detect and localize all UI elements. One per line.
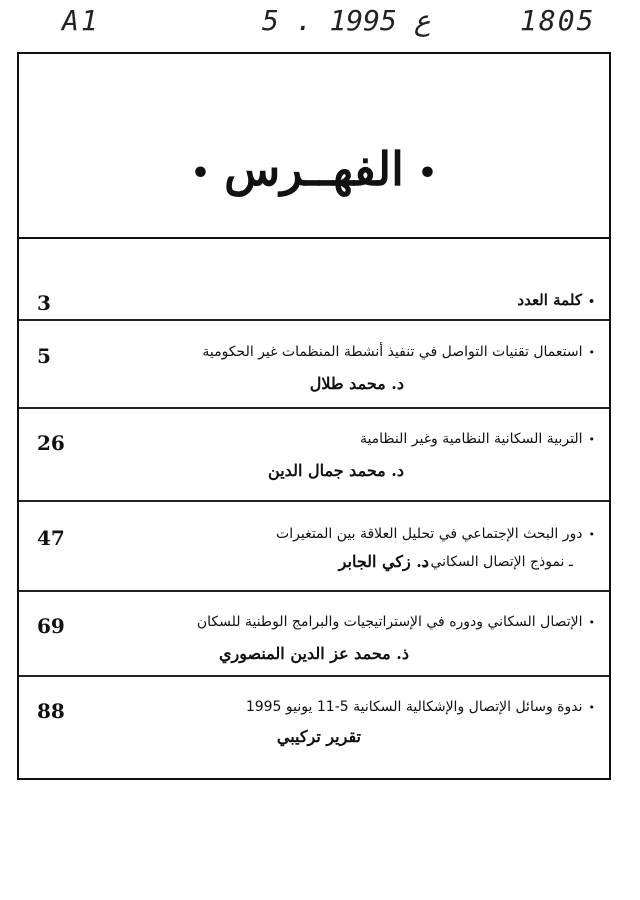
handwritten-date: 5 . ع 1995 xyxy=(262,4,431,37)
title-text: الفهــرس xyxy=(224,142,404,196)
handwritten-code: A1 xyxy=(62,4,100,37)
page-number: 88 xyxy=(37,699,65,723)
entry-title: •التربية السكانية النظامية وغير النظامية xyxy=(359,431,595,447)
page-number: 26 xyxy=(37,431,65,455)
page-number: 5 xyxy=(37,344,51,368)
entry-author: د. زكي الجابر xyxy=(338,552,429,571)
title-dot-right: • xyxy=(417,155,438,191)
page-number: 69 xyxy=(37,614,65,638)
page-number: 3 xyxy=(37,291,51,315)
title-dot-left: • xyxy=(190,155,211,191)
separator xyxy=(19,675,609,677)
separator xyxy=(19,319,609,321)
bullet-icon: • xyxy=(588,346,595,359)
entry-title: •ندوة وسائل الإتصال والإشكالية السكانية 5-11 يونيو 1995 xyxy=(245,699,595,715)
header-box xyxy=(19,54,609,239)
bullet-icon: • xyxy=(588,701,595,714)
separator xyxy=(19,407,609,409)
entry-author: د. محمد جمال الدين xyxy=(268,461,404,480)
entry-title: •كلمة العدد xyxy=(517,291,595,309)
separator xyxy=(19,500,609,502)
entry-author: ذ. محمد عز الدين المنصوري xyxy=(218,644,409,663)
entry-subtitle: ـ نموذج الإتصال السكاني ـ xyxy=(421,554,573,570)
page-title xyxy=(19,142,609,196)
bullet-icon: • xyxy=(588,433,595,446)
page-number: 47 xyxy=(37,526,65,550)
bullet-icon: • xyxy=(587,295,595,308)
entry-title: •الإتصال السكاني ودوره في الإستراتيجيات والبرامج الوطنية للسكان xyxy=(196,614,595,630)
separator xyxy=(19,590,609,592)
handwritten-number: 1805 xyxy=(520,4,596,37)
entry-author: تقرير تركيبي xyxy=(276,727,361,746)
entry-title: •استعمال تقنيات التواصل في تنفيذ أنشطة المنظمات غير الحكومية xyxy=(202,344,595,360)
bullet-icon: • xyxy=(588,528,595,541)
entry-author: د. محمد طلال xyxy=(309,374,404,393)
bullet-icon: • xyxy=(588,616,595,629)
entry-title: •دور البحث الإجتماعي في تحليل العلاقة بين المتغيرات xyxy=(276,526,595,542)
index-frame xyxy=(17,52,611,780)
